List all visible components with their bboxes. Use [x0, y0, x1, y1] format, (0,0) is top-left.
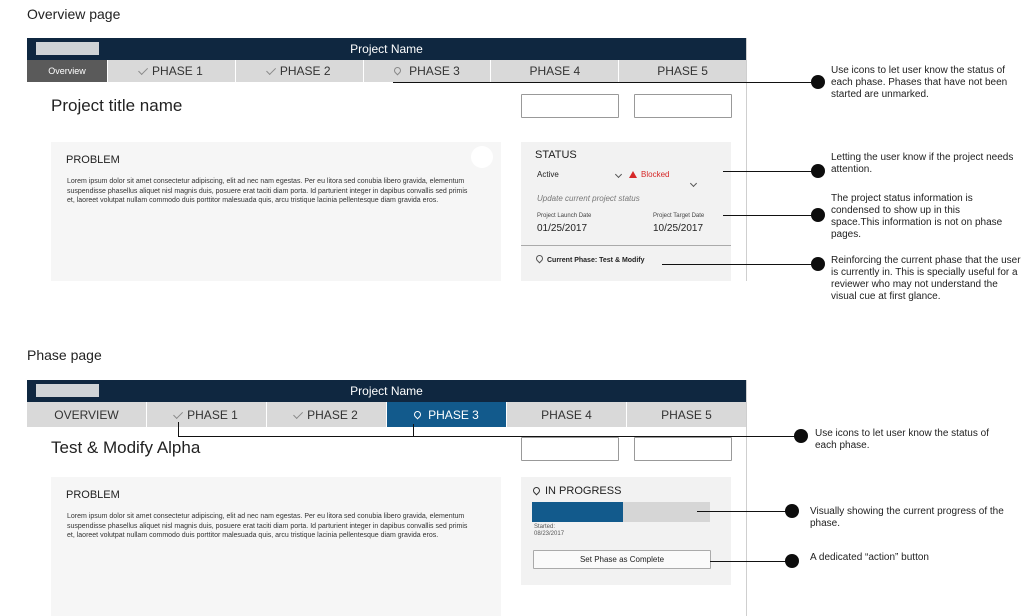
tab-phase-1[interactable]: PHASE 1 [108, 60, 236, 82]
check-icon [175, 409, 184, 421]
connector-line [413, 424, 414, 436]
problem-card [51, 142, 501, 281]
connector-line [723, 171, 818, 172]
launch-date-label: Project Launch Date [537, 213, 592, 219]
map-pin-icon [394, 65, 401, 77]
top-bar [27, 38, 746, 60]
annotation-dot [811, 75, 825, 89]
set-phase-complete-button[interactable]: Set Phase as Complete [533, 550, 711, 569]
connector-line [710, 561, 792, 562]
tab-phase-4[interactable]: PHASE 4 [507, 402, 627, 427]
annotation-phase-icons: Use icons to let user know the status of each phase. Phases that have not been started are unmarked. [831, 65, 1008, 100]
annotation-dot [811, 164, 825, 178]
tab-overview[interactable]: Overview [27, 60, 108, 82]
divider [521, 245, 731, 246]
overview-mockup [27, 38, 747, 281]
progress-fill [532, 502, 623, 522]
check-icon [268, 65, 277, 77]
map-pin-icon [414, 409, 421, 421]
project-name: Project Name [350, 42, 423, 56]
progress-bar [532, 502, 710, 522]
started-label: Started: [534, 524, 556, 530]
phase-section-title: Phase page [27, 347, 102, 363]
top-bar [27, 380, 746, 402]
launch-date: 01/25/2017 [537, 223, 588, 234]
target-date-label: Project Target Date [653, 213, 705, 219]
annotation-dot [811, 208, 825, 222]
tab-phase-4[interactable]: PHASE 4 [491, 60, 619, 82]
phase-tabs [27, 60, 746, 82]
tab-phase-2[interactable]: PHASE 2 [236, 60, 364, 82]
tab-phase-3[interactable]: PHASE 3 [364, 60, 492, 82]
problem-text: Lorem ipsum dolor sit amet consectetur adipiscing, elit ad nec nam egestas. Per eu litora sed conubia libero gravida, elementum suspendisse phasellus aliquet nisl magnis duis, posuere erat taciti diam porta. Id parturient integer in dapibus convallis sed primis et, laoreet volutpat nullam commodo duis porttitor malesuada quis, arcu tristique lacinia pellentesque diam gravida eros. [67, 513, 468, 539]
header-field-1[interactable] [521, 437, 619, 461]
update-status-prompt[interactable]: Update current project status [537, 194, 640, 203]
annotation-action-button: A dedicated “action” button [810, 552, 929, 563]
tab-overview[interactable]: OVERVIEW [27, 402, 147, 427]
connector-line [723, 215, 818, 216]
problem-card [51, 477, 501, 616]
map-pin-icon [532, 486, 542, 496]
check-icon [295, 409, 304, 421]
project-name: Project Name [350, 384, 423, 398]
problem-text: Lorem ipsum dolor sit amet consectetur adipiscing, elit ad nec nam egestas. Per eu litora sed conubia libero gravida, elementum suspendisse phasellus aliquet nisl magnis duis, posuere erat taciti diam porta. Id parturient integer in dapibus convallis sed primis et, laoreet volutpat nullam commodo duis porttitor malesuada quis, arcu tristique lacinia pellentesque diam gravida eros. [67, 178, 468, 204]
annotation-current-phase: Reinforcing the current phase that the user is currently in. This is specially useful for a reviewer who may not understand the visual cue at first glance. [831, 255, 1021, 302]
target-date: 10/25/2017 [653, 223, 704, 234]
tab-phase-2[interactable]: PHASE 2 [267, 402, 387, 427]
progress-heading: IN PROGRESS [533, 485, 621, 497]
tab-phase-1[interactable]: PHASE 1 [147, 402, 267, 427]
annotation-dot [794, 429, 808, 443]
header-field-2[interactable] [634, 437, 732, 461]
connector-line [697, 511, 792, 512]
warning-icon [629, 171, 637, 178]
check-icon [140, 65, 149, 77]
annotation-status-condensed: The project status information is condensed to show up in this space.This information is not on phase pages. [831, 193, 1003, 240]
connector-line [662, 264, 818, 265]
connector-line [393, 82, 818, 83]
annotation-dot [811, 257, 825, 271]
chevron-down-icon [690, 180, 697, 187]
tab-phase-3[interactable]: PHASE 3 [387, 402, 507, 427]
active-select[interactable]: Active [537, 170, 621, 179]
problem-heading: PROBLEM [66, 489, 120, 501]
tab-phase-5[interactable]: PHASE 5 [657, 64, 708, 78]
started-date: 08/23/2017 [534, 531, 565, 537]
problem-heading: PROBLEM [66, 154, 120, 166]
header-field-1[interactable] [521, 94, 619, 118]
map-pin-icon [535, 254, 545, 264]
current-phase-label: Current Phase: Test & Modify [536, 255, 645, 264]
phase-mockup [27, 380, 747, 616]
header-field-2[interactable] [634, 94, 732, 118]
chevron-down-icon [615, 171, 622, 178]
status-card [521, 142, 731, 281]
annotation-dot [785, 504, 799, 518]
progress-card [521, 477, 731, 585]
tab-phase-5[interactable]: PHASE 5 [661, 407, 712, 422]
page-title: Test & Modify Alpha [51, 438, 201, 457]
page-title: Project title name [51, 96, 183, 115]
annotation-dot [785, 554, 799, 568]
connector-line [178, 422, 179, 436]
avatar [471, 146, 493, 168]
annotation-phase-icons: Use icons to let user know the status of each phase. [815, 428, 989, 451]
connector-line [178, 436, 801, 437]
annotation-needs-attention: Letting the user know if the project needs attention. [831, 152, 1014, 175]
overview-section-title: Overview page [27, 6, 121, 22]
annotation-progress: Visually showing the current progress of the phase. [810, 506, 1004, 529]
phase-tabs [27, 402, 746, 427]
status-heading: STATUS [535, 149, 577, 161]
blocked-select[interactable]: Blocked [629, 170, 731, 188]
